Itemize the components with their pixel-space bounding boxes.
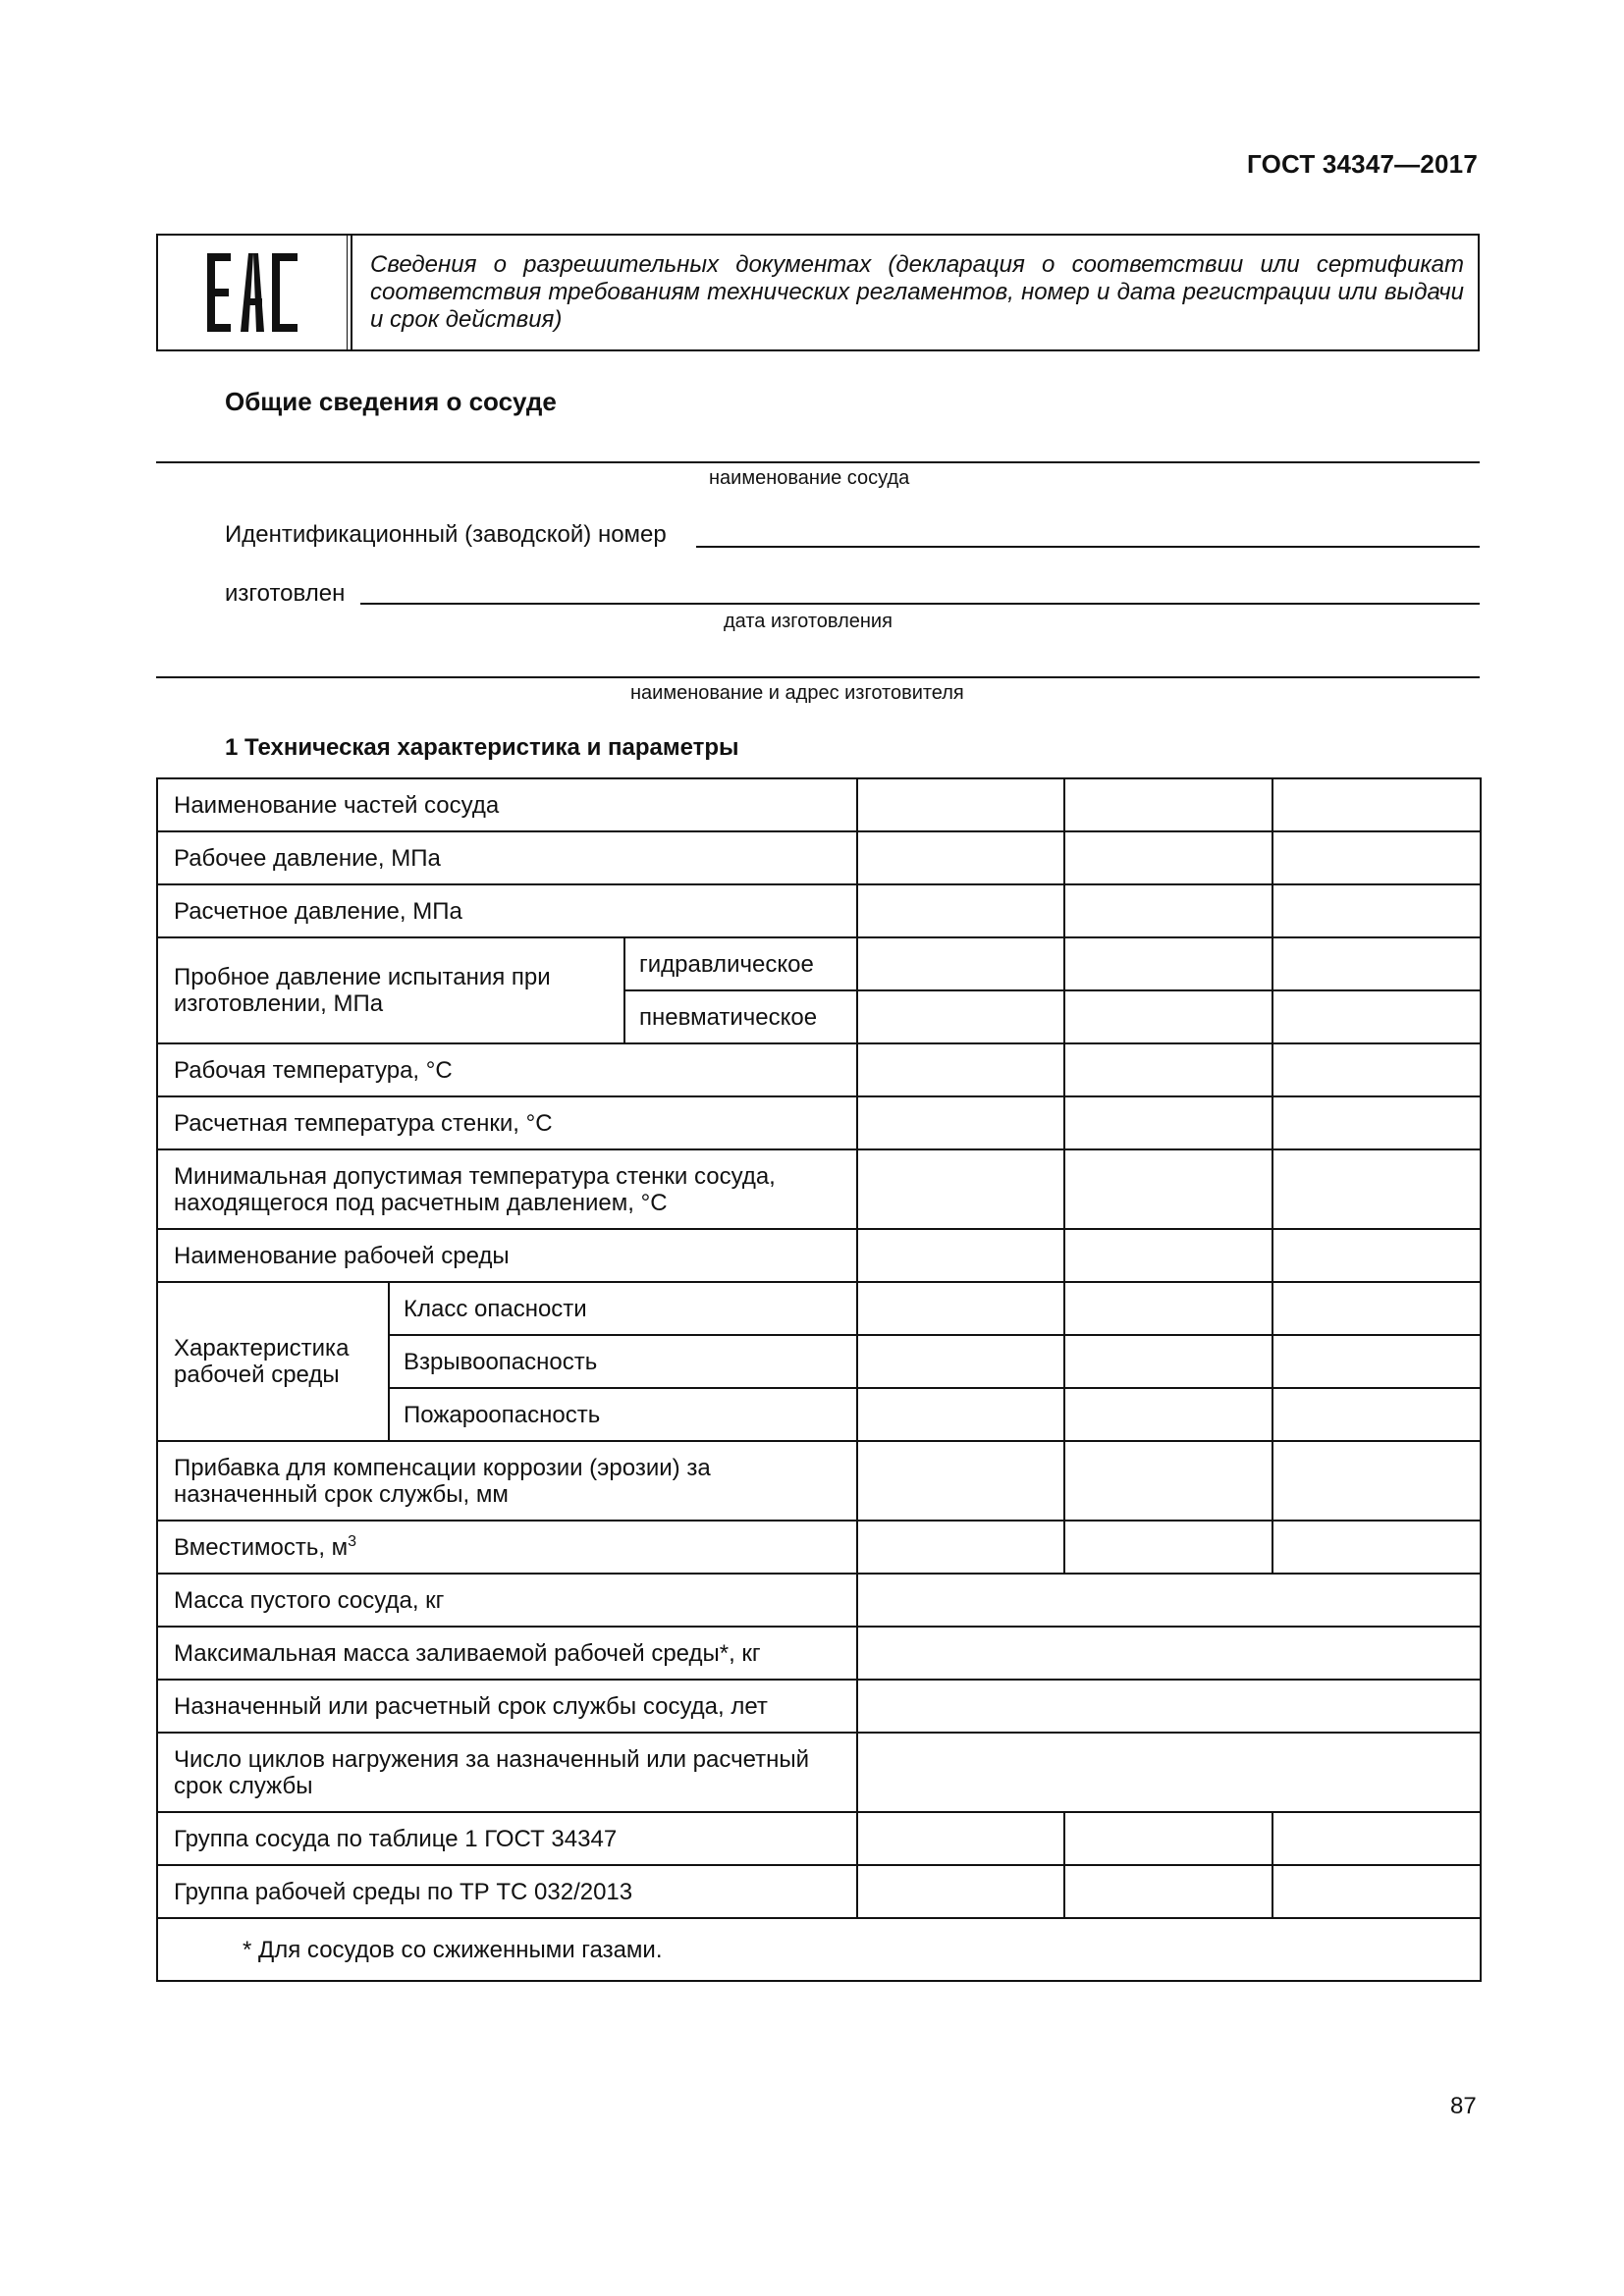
value-cell[interactable]: [857, 1627, 1481, 1680]
manufactured-label: изготовлен: [225, 580, 346, 607]
general-info-title: Общие сведения о сосуде: [225, 387, 557, 416]
sub-label: Класс опасности: [389, 1282, 857, 1335]
row-label: Наименование рабочей среды: [157, 1229, 857, 1282]
table-row: [157, 778, 1481, 831]
sub-label: Пожароопасность: [389, 1388, 857, 1441]
row-label: Минимальная допустимая температура стенки сосуда, находящегося под расчетным давлением, °С: [157, 1149, 857, 1229]
value-cell[interactable]: [1064, 1812, 1272, 1865]
row-label: [157, 1521, 857, 1574]
value-cell[interactable]: [857, 1335, 1064, 1388]
row-label: Прибавка для компенсации коррозии (эрозии) за назначенный срок службы, мм: [157, 1441, 857, 1521]
table-row: [157, 1149, 1481, 1229]
document-header: ГОСТ 34347—2017: [1247, 149, 1478, 179]
table-footnote: * Для сосудов со сжиженными газами.: [157, 1918, 1481, 1981]
table-row: [157, 1229, 1481, 1282]
value-cell[interactable]: [1272, 778, 1481, 831]
sub-label: гидравлическое: [624, 937, 857, 990]
params-title: 1 Техническая характеристика и параметры: [225, 734, 739, 761]
capacity-label: Вместимость, м: [174, 1533, 349, 1561]
value-cell[interactable]: [1272, 1282, 1481, 1335]
table-row: [157, 1865, 1481, 1918]
value-cell[interactable]: [1272, 1388, 1481, 1441]
value-cell[interactable]: [1064, 1096, 1272, 1149]
table-row: [157, 1627, 1481, 1680]
table-row: [157, 1574, 1481, 1627]
vessel-name-line[interactable]: [156, 461, 1480, 463]
id-number-field[interactable]: [696, 546, 1480, 548]
row-label: Рабочая температура, °С: [157, 1043, 857, 1096]
value-cell[interactable]: [857, 1149, 1064, 1229]
value-cell[interactable]: [857, 937, 1064, 990]
value-cell[interactable]: [857, 778, 1064, 831]
value-cell[interactable]: [1272, 1865, 1481, 1918]
table-row: [157, 1441, 1481, 1521]
table-row: [157, 1043, 1481, 1096]
value-cell[interactable]: [1064, 1335, 1272, 1388]
value-cell[interactable]: [1064, 1865, 1272, 1918]
manufacturer-caption: наименование и адрес изготовителя: [630, 682, 964, 704]
value-cell[interactable]: [857, 1574, 1481, 1627]
vessel-name-caption: наименование сосуда: [709, 467, 910, 489]
value-cell[interactable]: [1064, 1521, 1272, 1574]
page-number: 87: [1450, 2093, 1477, 2119]
value-cell[interactable]: [1064, 1149, 1272, 1229]
params-table: [156, 777, 1482, 1982]
value-cell[interactable]: [857, 884, 1064, 937]
value-cell[interactable]: [857, 1229, 1064, 1282]
capacity-unit-exponent: 3: [348, 1532, 357, 1550]
table-row: [157, 1282, 1481, 1335]
value-cell[interactable]: [1064, 1441, 1272, 1521]
value-cell[interactable]: [1272, 937, 1481, 990]
table-row: [157, 937, 1481, 990]
value-cell[interactable]: [1272, 990, 1481, 1043]
value-cell[interactable]: [1064, 1388, 1272, 1441]
value-cell[interactable]: [857, 1282, 1064, 1335]
certificate-box: [156, 234, 1480, 351]
certificate-description: Сведения о разрешительных документах (декларация о соответствии или сертификат соответствия требованиям технических регламентов, номер и дата регистрации или выдачи и срок действия): [370, 251, 1464, 333]
value-cell[interactable]: [1064, 937, 1272, 990]
row-label: Назначенный или расчетный срок службы сосуда, лет: [157, 1680, 857, 1733]
value-cell[interactable]: [1064, 1043, 1272, 1096]
value-cell[interactable]: [857, 1096, 1064, 1149]
value-cell[interactable]: [857, 831, 1064, 884]
value-cell[interactable]: [857, 1680, 1481, 1733]
row-label: Группа рабочей среды по ТР ТС 032/2013: [157, 1865, 857, 1918]
row-label: Наименование частей сосуда: [157, 778, 857, 831]
value-cell[interactable]: [857, 1043, 1064, 1096]
value-cell[interactable]: [1272, 1335, 1481, 1388]
value-cell[interactable]: [857, 1441, 1064, 1521]
eac-mark-icon: [207, 253, 299, 332]
value-cell[interactable]: [1272, 1043, 1481, 1096]
value-cell[interactable]: [1272, 1812, 1481, 1865]
table-row: [157, 1521, 1481, 1574]
id-number-label: Идентификационный (заводской) номер: [225, 521, 667, 548]
manufacture-date-field[interactable]: [360, 603, 1480, 605]
value-cell[interactable]: [1272, 1096, 1481, 1149]
value-cell[interactable]: [1272, 1521, 1481, 1574]
table-row: [157, 1733, 1481, 1812]
table-row: [157, 1918, 1481, 1981]
table-row: [157, 1680, 1481, 1733]
value-cell[interactable]: [1064, 831, 1272, 884]
sub-label: пневматическое: [624, 990, 857, 1043]
sub-label: Взрывоопасность: [389, 1335, 857, 1388]
row-label: Максимальная масса заливаемой рабочей среды*, кг: [157, 1627, 857, 1680]
value-cell[interactable]: [857, 1812, 1064, 1865]
value-cell[interactable]: [1272, 884, 1481, 937]
row-label: Рабочее давление, МПа: [157, 831, 857, 884]
eac-logo: [158, 236, 352, 349]
value-cell[interactable]: [857, 990, 1064, 1043]
value-cell[interactable]: [1064, 1229, 1272, 1282]
manufacture-date-caption: дата изготовления: [724, 611, 893, 632]
row-label: Расчетное давление, МПа: [157, 884, 857, 937]
manufacturer-line[interactable]: [156, 676, 1480, 678]
value-cell[interactable]: [1272, 1229, 1481, 1282]
value-cell[interactable]: [857, 1388, 1064, 1441]
table-row: [157, 1096, 1481, 1149]
row-label: Масса пустого сосуда, кг: [157, 1574, 857, 1627]
row-label: Группа сосуда по таблице 1 ГОСТ 34347: [157, 1812, 857, 1865]
value-cell[interactable]: [1272, 831, 1481, 884]
table-row: [157, 831, 1481, 884]
value-cell[interactable]: [1272, 1149, 1481, 1229]
row-label: Характеристика рабочей среды: [157, 1282, 389, 1441]
row-label: Расчетная температура стенки, °С: [157, 1096, 857, 1149]
value-cell[interactable]: [1064, 884, 1272, 937]
value-cell[interactable]: [1064, 1282, 1272, 1335]
row-label: Число циклов нагружения за назначенный или расчетный срок службы: [157, 1733, 857, 1812]
value-cell[interactable]: [1272, 1441, 1481, 1521]
value-cell[interactable]: [1064, 778, 1272, 831]
table-row: [157, 884, 1481, 937]
value-cell[interactable]: [1064, 990, 1272, 1043]
value-cell[interactable]: [857, 1865, 1064, 1918]
row-label: Пробное давление испытания при изготовлении, МПа: [157, 937, 624, 1043]
value-cell[interactable]: [857, 1521, 1064, 1574]
table-row: [157, 1812, 1481, 1865]
value-cell[interactable]: [857, 1733, 1481, 1812]
